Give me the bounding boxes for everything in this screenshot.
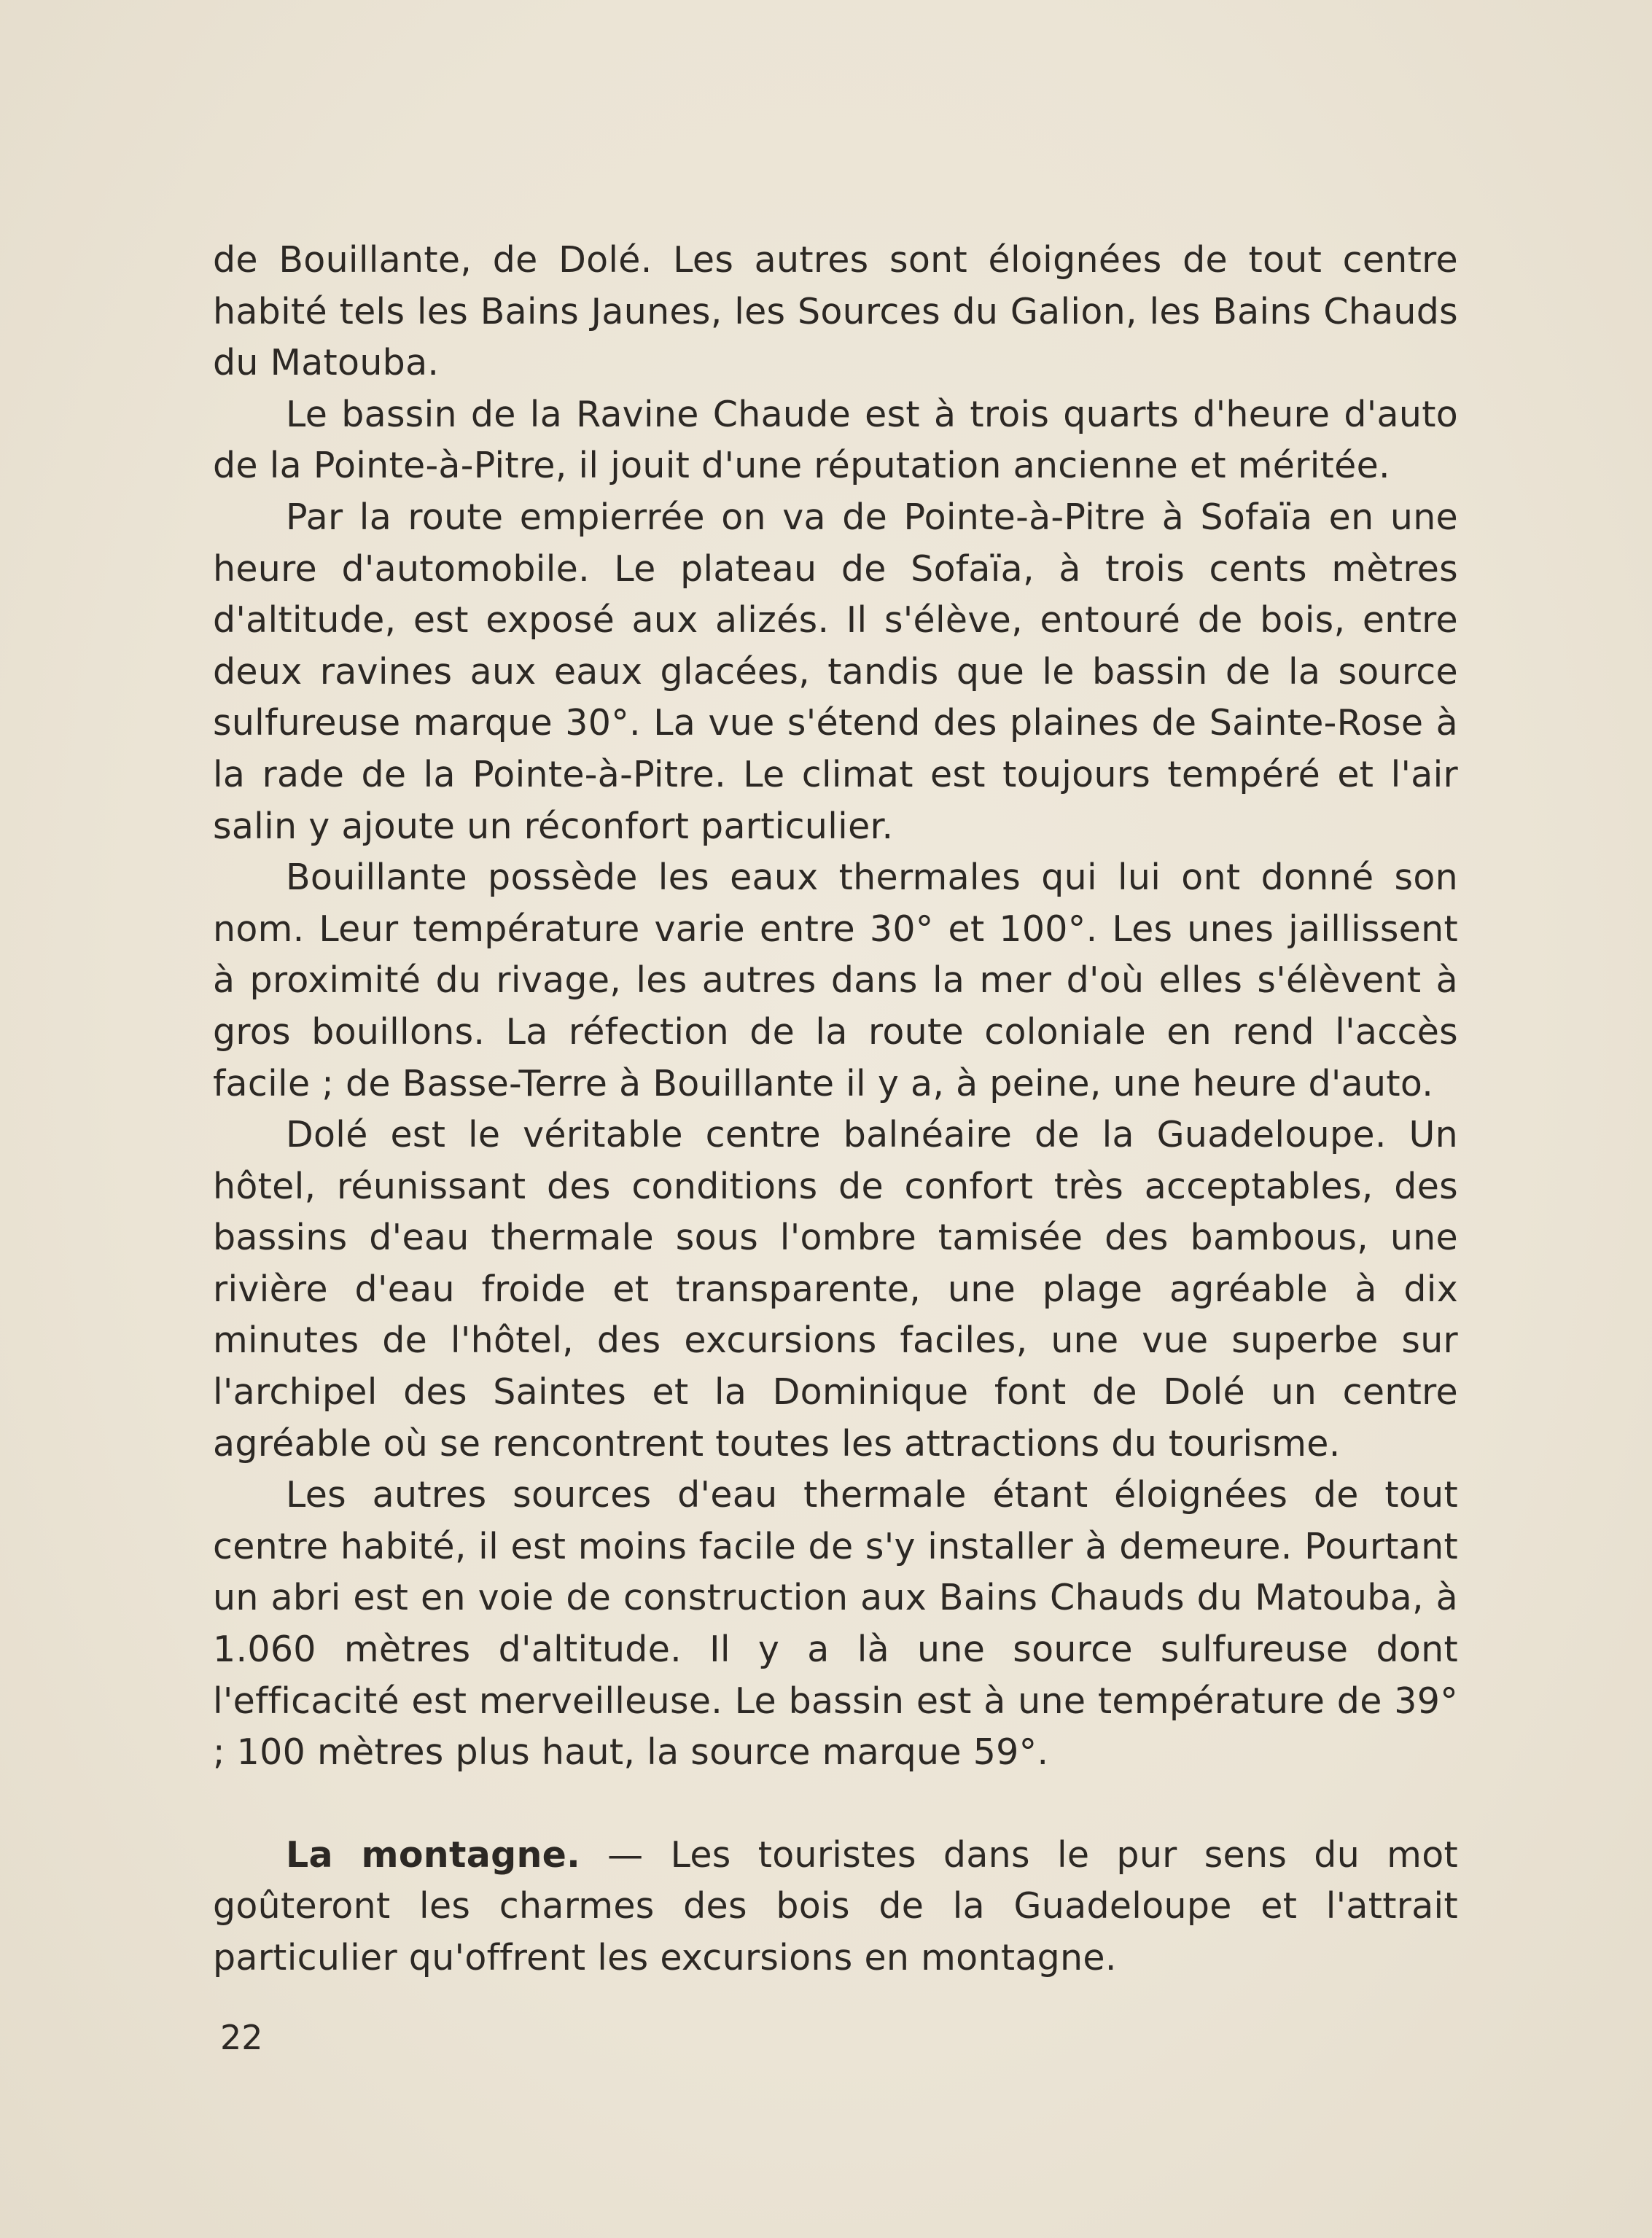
paragraph-bouillante: Bouillante possède les eaux thermales qui lui ont donné son nom. Leur température varie entre 30° et 100°. Les unes jaillissent à proximité du rivage, les autres dans la mer d'où elles s'élèvent à gros bouillons. La réfection de la route coloniale en rend l'accès facile ; de Basse-Terre à Bouillante il y a, à peine, une heure d'auto. bbox=[213, 857, 1458, 1104]
body-text bbox=[213, 235, 1458, 1984]
paragraph-matouba: Les autres sources d'eau thermale étant éloignées de tout centre habité, il est moins facile de s'y installer à demeure. Pourtant un abri est en voie de construction aux Bains Chauds du Matouba, à 1.060 mètres d'altitude. Il y a là une source sulfureuse dont l'efficacité est merveilleuse. Le bassin est à une température de 39° ; 100 mètres plus haut, la source marque 59°. bbox=[213, 1474, 1458, 1774]
paragraph-dole: Dolé est le véritable centre balnéaire de la Guadeloupe. Un hôtel, réunissant des conditions de confort très acceptables, des bassins d'eau thermale sous l'ombre tamisée des bambous, une rivière d'eau froide et transparente, une plage agréable à dix minutes de l'hôtel, des excursions faciles, une vue superbe sur l'archipel des Saintes et la Dominique font de Dolé un centre agréable où se rencontrent toutes les attractions du tourisme. bbox=[213, 1114, 1458, 1465]
section-la-montagne bbox=[213, 1830, 1458, 1984]
paragraph-sofaia: Par la route empierrée on va de Pointe-à-Pitre à Sofaïa en une heure d'automobile. Le plateau de Sofaïa, à trois cents mètres d'altitude, est exposé aux alizés. Il s'élève, entouré de bois, entre deux ravines aux eaux glacées, tandis que le bassin de la source sulfureuse marque 30°. La vue s'étend des plaines de Sainte-Rose à la rade de la Pointe-à-Pitre. Le climat est toujours tempéré et l'air salin y ajoute un réconfort particulier. bbox=[213, 496, 1458, 847]
page-number: 22 bbox=[220, 2018, 263, 2057]
paragraph-ravine-chaude: Le bassin de la Ravine Chaude est à trois quarts d'heure d'auto de la Pointe-à-Pitre, il jouit d'une réputation ancienne et méritée. bbox=[213, 393, 1458, 487]
section-text: — Les touristes dans le pur sens du mot goûteront les charmes des bois de la Guadeloupe et l'attrait particulier qu'offrent les excursions en montagne. bbox=[213, 1833, 1458, 1978]
section-title: La montagne. bbox=[286, 1833, 581, 1876]
paragraph-continuation: de Bouillante, de Dolé. Les autres sont éloignées de tout centre habité tels les Bains Jaunes, les Sources du Galion, les Bains Chauds du Matouba. bbox=[213, 239, 1458, 384]
